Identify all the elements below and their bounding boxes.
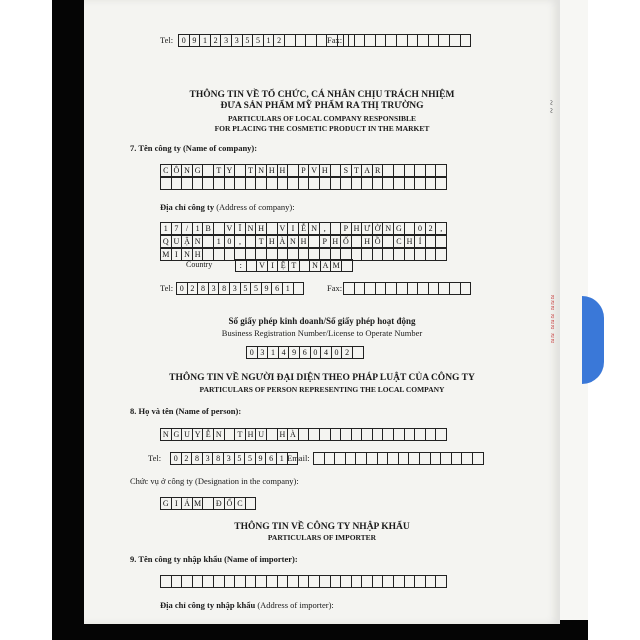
char-box[interactable]: H [298,235,310,248]
red-margin-mark: ≈≈≈ ≈≈≈ ≈≈ [548,295,557,345]
char-box[interactable] [460,34,472,47]
char-box[interactable]: T [213,164,225,177]
char-box[interactable]: / [181,222,193,235]
char-box[interactable]: Á [181,497,193,510]
char-box[interactable]: N [382,222,394,235]
char-box[interactable]: 2 [341,346,353,359]
char-box[interactable]: B [202,222,214,235]
char-box[interactable]: Ễ [202,428,214,441]
person-email-boxes[interactable] [313,452,483,465]
country-label: Country [186,260,213,269]
char-box[interactable]: P [298,164,310,177]
char-box[interactable]: , [234,235,246,248]
char-box[interactable]: H [330,235,342,248]
char-box[interactable]: H [192,248,204,261]
char-box[interactable]: C [393,235,405,248]
section-person-title-vn: THÔNG TIN VỀ NGƯỜI ĐẠI DIỆN THEO PHÁP LUẬT CỦA CÔNG TY [169,373,475,383]
char-box[interactable]: À [287,428,299,441]
char-box[interactable]: 7 [171,222,183,235]
char-box[interactable]: 1 [267,346,279,359]
tel-top-label: Tel: [160,35,174,45]
char-box[interactable]: Ồ [372,235,384,248]
char-box[interactable]: Ư [361,222,373,235]
char-box[interactable]: G [192,164,204,177]
char-box[interactable]: , [435,222,447,235]
importer-name-boxes[interactable] [160,575,446,588]
char-box[interactable]: M [160,248,172,261]
char-box[interactable]: N [309,259,321,272]
char-box[interactable]: N [308,222,320,235]
char-box[interactable]: H [277,428,289,441]
char-box[interactable]: Đ [213,497,225,510]
char-box[interactable]: 9 [261,282,273,295]
char-box[interactable]: 1 [213,235,225,248]
person-email-label: Email: [287,453,310,463]
char-box[interactable]: 1 [192,222,204,235]
char-box[interactable]: 8 [191,452,203,465]
char-box[interactable] [460,282,472,295]
char-box[interactable]: N [245,222,257,235]
designation-boxes[interactable] [160,497,255,510]
char-box[interactable]: T [255,235,267,248]
char-box[interactable]: H [245,428,257,441]
importer-name-label: 9. Tên công ty nhập khẩu (Name of importer): [130,554,298,564]
designation-label: Chức vụ ở công ty (Designation in the company): [130,476,299,486]
char-box[interactable]: 6 [265,452,277,465]
char-box[interactable]: N [287,235,299,248]
char-box[interactable]: T [245,164,257,177]
char-box[interactable]: P [319,235,331,248]
char-box[interactable] [293,282,305,295]
fax-top-label: Fax: [327,35,343,45]
char-box[interactable]: V [308,164,320,177]
person-tel-boxes[interactable] [170,452,297,465]
address-line-1-boxes[interactable] [160,222,446,235]
company-name-boxes[interactable] [160,164,446,177]
char-box[interactable] [435,575,447,588]
side-tab [582,296,604,384]
tel-company-label: Tel: [160,283,174,293]
char-box[interactable] [435,177,447,190]
char-box[interactable]: H [255,222,267,235]
company-name-label: 7. Tên công ty (Name of company): [130,143,258,153]
char-box[interactable] [435,235,447,248]
char-box[interactable]: G [160,497,172,510]
char-box[interactable]: 3 [202,452,214,465]
char-box[interactable]: H [277,164,289,177]
char-box[interactable]: 0 [176,282,188,295]
char-box[interactable]: A [320,259,332,272]
char-box[interactable] [435,164,447,177]
char-box[interactable]: R [372,164,384,177]
license-title-en: Business Registration Number/License to Operate Number [221,328,423,338]
char-box[interactable]: Ệ [277,259,289,272]
char-box[interactable]: N [192,235,204,248]
char-box[interactable] [435,248,447,261]
person-name-label: 8. Họ và tên (Name of person): [130,406,242,416]
char-box[interactable]: 1 [263,34,275,47]
importer-address-label: Địa chỉ công ty nhập khẩu (Address of importer): [160,600,334,610]
char-box[interactable]: 3 [257,346,269,359]
section-local-title-en-1: PARTICULARS OF LOCAL COMPANY RESPONSIBLE [227,114,417,123]
char-box[interactable]: V [277,222,289,235]
char-box[interactable]: H [266,164,278,177]
section-local-title-vn-1: THÔNG TIN VỀ TỔ CHỨC, CÁ NHÂN CHỊU TRÁCH NHIỆM [189,90,455,100]
char-box[interactable] [472,452,484,465]
section-importer-title-en: PARTICULARS OF IMPORTER [267,533,377,542]
char-box[interactable]: A [361,164,373,177]
char-box[interactable]: Ô [171,164,183,177]
char-box[interactable]: : [235,259,247,272]
char-box[interactable]: H [361,235,373,248]
char-box[interactable]: Ĩ [234,222,246,235]
char-box[interactable]: H [351,222,363,235]
char-box[interactable]: N [160,428,172,441]
char-box[interactable]: 4 [320,346,332,359]
char-box[interactable]: I [171,248,183,261]
char-box[interactable] [341,259,353,272]
fax-company-label: Fax: [327,283,343,293]
char-box[interactable]: 8 [197,282,209,295]
address-line-2-boxes[interactable] [160,235,446,248]
char-box[interactable]: Y [224,164,236,177]
char-box[interactable]: 2 [425,222,437,235]
char-box[interactable]: Y [192,428,204,441]
char-box[interactable]: N [181,164,193,177]
section-local-title-vn-2: ĐƯA SẢN PHẨM MỸ PHẨM RA THỊ TRƯỜNG [220,101,424,111]
char-box[interactable]: 5 [234,452,246,465]
char-box[interactable]: H [319,164,331,177]
char-box[interactable]: 0 [310,346,322,359]
char-box[interactable]: C [160,164,172,177]
char-box[interactable]: 0 [414,222,426,235]
char-box[interactable]: 3 [220,34,232,47]
char-box[interactable]: 1 [282,282,294,295]
char-box[interactable]: Ờ [372,222,384,235]
char-box[interactable]: 0 [178,34,190,47]
char-box[interactable]: 0 [331,346,343,359]
char-box[interactable] [245,497,257,510]
char-box[interactable]: N [181,248,193,261]
char-box[interactable]: 4 [278,346,290,359]
char-box[interactable]: 1 [276,452,288,465]
char-box[interactable]: 8 [218,282,230,295]
char-box[interactable]: 2 [273,34,285,47]
char-box[interactable]: 3 [208,282,220,295]
tel-company-boxes[interactable] [176,282,303,295]
char-box[interactable]: M [192,497,204,510]
char-box[interactable]: 6 [299,346,311,359]
char-box[interactable]: T [351,164,363,177]
char-box[interactable]: 2 [187,282,199,295]
char-box[interactable]: H [266,235,278,248]
char-box[interactable]: Í [414,235,426,248]
char-box[interactable]: U [255,428,267,441]
char-box[interactable]: U [171,235,183,248]
tel-top-boxes[interactable] [178,34,348,47]
char-box[interactable]: I [287,222,299,235]
char-box[interactable]: 1 [199,34,211,47]
char-box[interactable]: P [340,222,352,235]
char-box[interactable]: Ố [340,235,352,248]
char-box[interactable]: V [224,222,236,235]
char-box[interactable]: G [171,428,183,441]
char-box[interactable]: 9 [288,346,300,359]
char-box[interactable]: 1 [160,222,172,235]
char-box[interactable]: 5 [252,34,264,47]
char-box[interactable]: 5 [242,34,254,47]
char-box[interactable]: S [340,164,352,177]
char-box[interactable] [435,428,447,441]
char-box[interactable]: 0 [224,235,236,248]
section-person-title-en: PARTICULARS OF PERSON REPRESENTING THE LOCAL COMPANY [199,385,445,394]
char-box[interactable]: 5 [240,282,252,295]
char-box[interactable]: Ố [224,497,236,510]
char-box[interactable]: À [277,235,289,248]
person-name-boxes[interactable] [160,428,446,441]
char-box[interactable]: G [393,222,405,235]
char-box[interactable]: T [288,259,300,272]
char-box[interactable]: M [330,259,342,272]
char-box[interactable]: 9 [255,452,267,465]
char-box[interactable]: N [213,428,225,441]
char-box[interactable]: 5 [244,452,256,465]
char-box[interactable]: H [404,235,416,248]
country-boxes[interactable] [235,259,352,272]
char-box[interactable]: 3 [223,452,235,465]
char-box[interactable]: 2 [210,34,222,47]
person-tel-label: Tel: [148,453,162,463]
char-box[interactable] [352,346,364,359]
char-box[interactable]: 0 [170,452,182,465]
license-title-vn: Số giấy phép kinh doanh/Số giấy phép hoạt động [228,316,416,326]
char-box[interactable]: Ễ [298,222,310,235]
char-box[interactable]: Ậ [181,235,193,248]
section-local-title-en-2: FOR PLACING THE COSMETIC PRODUCT IN THE MARKET [214,124,430,133]
char-box[interactable]: T [234,428,246,441]
char-box[interactable]: 9 [189,34,201,47]
char-box[interactable]: Q [160,235,172,248]
char-box[interactable]: 3 [231,34,243,47]
char-box[interactable]: 5 [250,282,262,295]
char-box[interactable]: C [234,497,246,510]
license-number-boxes[interactable] [246,346,363,359]
char-box[interactable]: 3 [229,282,241,295]
char-box[interactable]: I [171,497,183,510]
char-box[interactable]: 0 [246,346,258,359]
char-box[interactable]: I [267,259,279,272]
char-box[interactable]: N [255,164,267,177]
char-box[interactable]: 8 [212,452,224,465]
section-importer-title-vn: THÔNG TIN VỀ CÔNG TY NHẬP KHẨU [234,522,410,532]
char-box[interactable]: , [319,222,331,235]
margin-scribble: ~ ~ [545,100,556,114]
company-address-label: Địa chỉ công ty (Address of company): [160,202,295,212]
fax-top-boxes[interactable] [343,34,470,47]
company-name-boxes-2[interactable] [160,177,446,190]
fax-company-boxes[interactable] [343,282,470,295]
char-box[interactable]: 6 [271,282,283,295]
char-box[interactable]: 2 [181,452,193,465]
char-box[interactable]: U [181,428,193,441]
char-box[interactable]: V [256,259,268,272]
